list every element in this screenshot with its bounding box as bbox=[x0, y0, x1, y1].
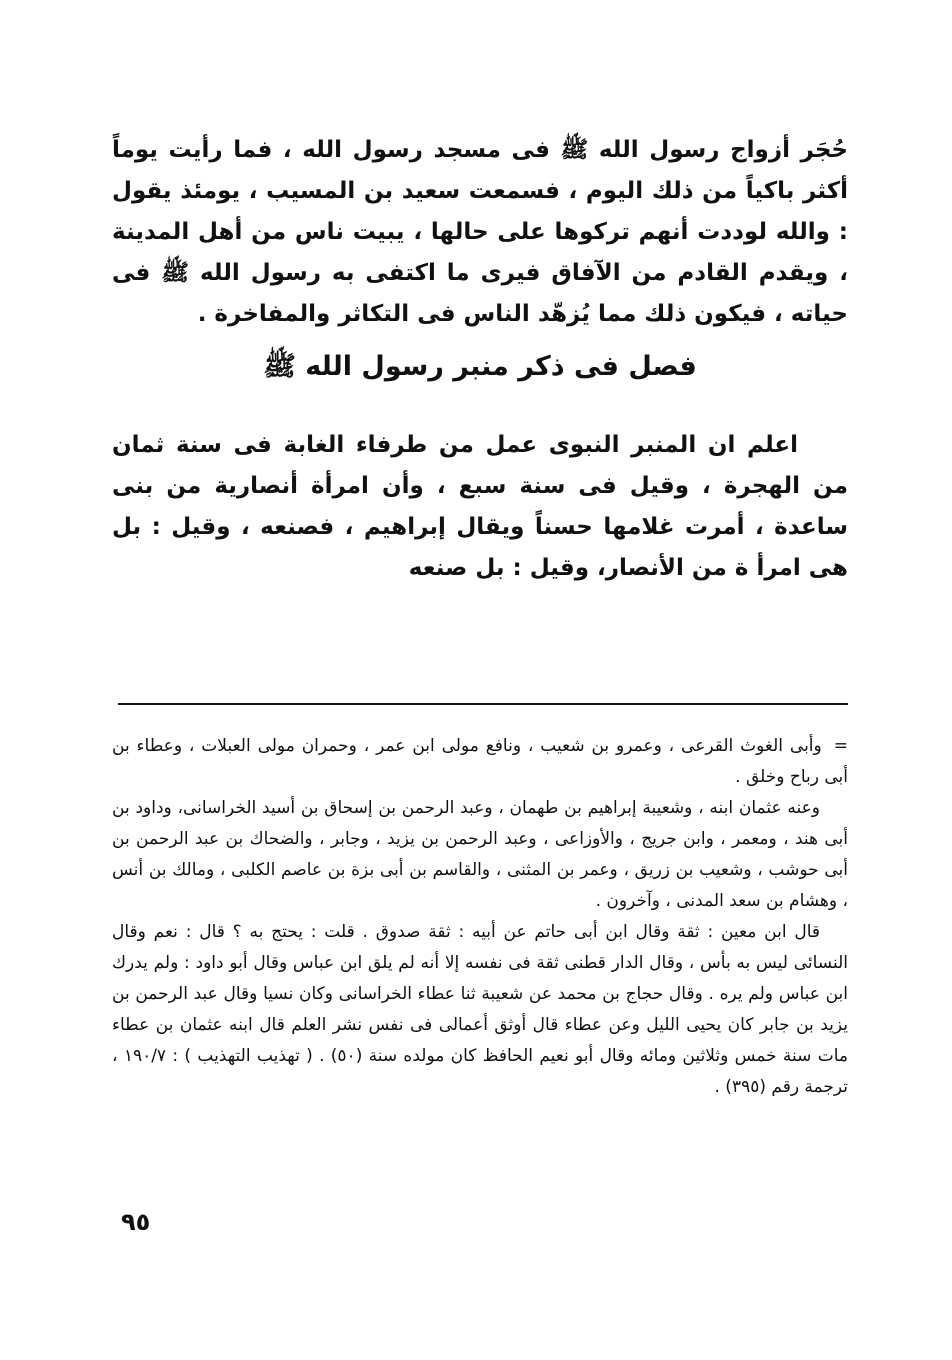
footnote-paragraph-2: وعنه عثمان ابنه ، وشعيبة إبراهيم بن طهمان ، وعبد الرحمن بن إسحاق بن أسيد الخراسانى، وداود بن أبى هند ، ومعمر ، وابن جريج ، والأوزاعى ، وعبد الرحمن بن يزيد ، وجابر ، والضحاك بن عبد الرحمن بن أبى حوشب ، وشعيب بن زريق ، وعمر بن المثنى ، والقاسم بن أبى بزة بن عاصم الكلبى ، ومالك بن أنس ، وهشام بن سعد المدنى ، وآخرون . bbox=[112, 798, 848, 911]
section-paragraph: اعلم ان المنبر النبوى عمل من طرفاء الغابة فى سنة ثمان من الهجرة ، وقيل فى سنة سبع ، وأن امرأة أنصارية من بنى ساعدة ، أمرت غلامها حسناً ويقال إبراهيم ، فصنعه ، وقيل : بل هى امرأ ة من الأنصار، وقيل : بل صنعه bbox=[112, 432, 848, 581]
footnote-paragraph-1 bbox=[112, 731, 848, 793]
footnote-continuation-marker: = bbox=[833, 736, 848, 756]
footnotes-block bbox=[112, 731, 848, 1103]
footnote-text-1: وأبى الغوث القرعى ، وعمرو بن شعيب ، ونافع مولى ابن عمر ، وحمران مولى العبلات ، وعطاء بن أبى رباح وخلق . bbox=[112, 736, 848, 787]
main-paragraph: حُجَر أزواج رسول الله ﷺ فى مسجد رسول الله ، فما رأيت يوماً أكثر باكياً من ذلك اليوم ، فسمعت سعيد بن المسيب ، يومئذ يقول : والله لوددت أنهم تركوها على حالها ، يبيت ناس من أهل المدينة ، ويقدم القادم من الآفاق فيرى ما اكتفى به رسول الله ﷺ فى حياته ، فيكون ذلك مما يُزهّد الناس فى التكاثر والمفاخرة . bbox=[112, 137, 848, 327]
main-text-block bbox=[112, 130, 848, 335]
page-number: ٩٥ bbox=[121, 1208, 151, 1236]
footnote-divider bbox=[118, 703, 848, 705]
footnote-paragraph-3: قال ابن معين : ثقة وقال ابن أبى حاتم عن أبيه : ثقة صدوق . قلت : يحتج به ؟ قال : نعم وقال النسائى ليس به بأس ، وقال الدار قطنى ثقة فى نفسه إلا أنه لم يلق ابن عباس وقال أبو داود : ولم يدرك ابن عباس ولم يره . وقال حجاج بن محمد عن شعيبة ثنا عطاء الخراسانى وكان نسيا وقال عبد الرحمن بن يزيد بن جابر كان يحيى الليل وعن عطاء قال أوثق أعمالى فى نفس نشر العلم قال ابنه عثمان بن عطاء مات سنة خمس وثلاثين ومائه وقال أبو نعيم الحافظ كان مولده سنة (٥٠) . ( تهذيب التهذيب ) : ١٩٠/٧ ، ترجمة رقم (٣٩٥) . bbox=[112, 922, 849, 1097]
section-heading: فصل فى ذكر منبر رسول الله ﷺ bbox=[263, 351, 697, 382]
section-text-block bbox=[112, 425, 848, 589]
